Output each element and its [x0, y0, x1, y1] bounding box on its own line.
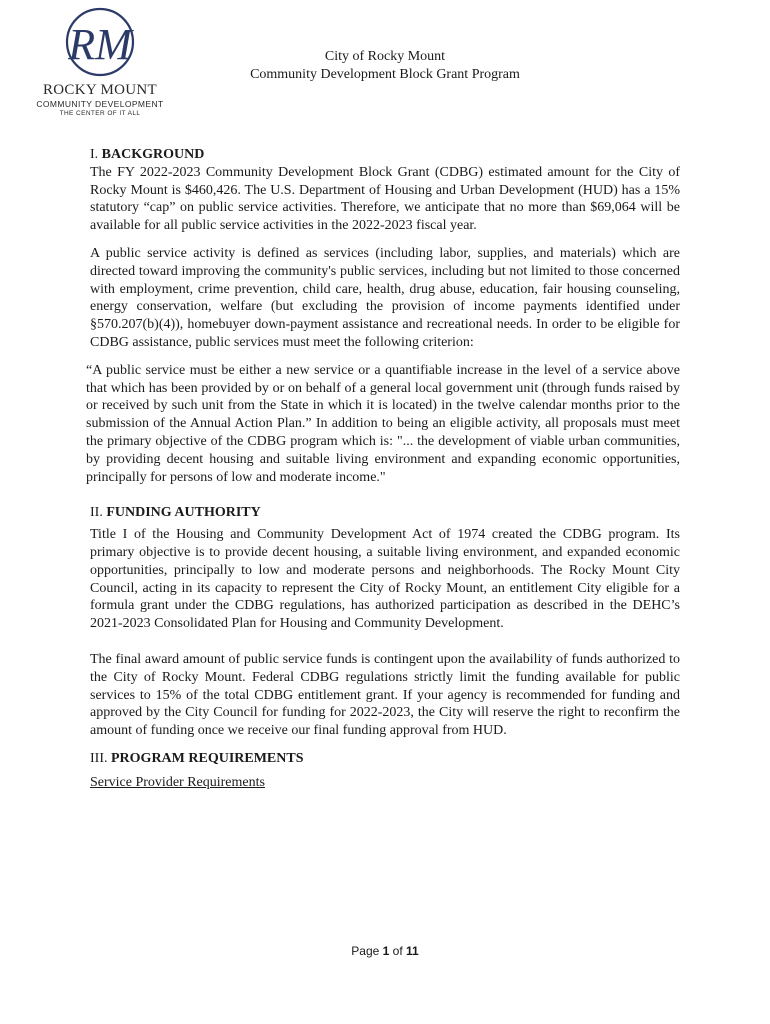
background-paragraph-1: The FY 2022-2023 Community Development Block Grant (CDBG) estimated amount for the City of Rocky Mount is $460,426. The U.S. Department of Housing and Urban Development (HUD) has a 15% statutory “cap” on public service activities. Therefore, we anticipate that no more than $69,064 will be available for all public service activities in the 2022-2023 fiscal year.	[90, 164, 680, 234]
section-title: FUNDING AUTHORITY	[106, 505, 261, 521]
funding-paragraph-1: Title I of the Housing and Community Development Act of 1974 created the CDBG program. Its primary objective is to provide decent housing, a suitable living environment, and expanded economic opportunities, principally to low and moderate persons and neighborhoods. The Rocky Mount City Council, acting in its capacity to represent the City of Rocky Mount, an entitlement City eligible for a formula grant under the CDBG regulations, has authorized participation as described in the DEHC’s 2021-2023 Consolidated Plan for Housing and Community Development.	[90, 527, 680, 632]
logo-monogram: RM	[68, 20, 132, 69]
page-current: 1	[382, 944, 390, 958]
header-program: Community Development Block Grant Program	[250, 67, 520, 82]
background-paragraph-2: A public service activity is defined as services (including labor, supplies, and materials) which are directed toward improving the community's public services, including but not limited to those concerned with employment, crime prevention, child care, health, drug abuse, education, fair housing counseling, energy conservation, welfare (but excluding the provision of income payments identified under §570.207(b)(4)), homebuyer down-payment assistance and recreational needs. In order to be eligible for CDBG assistance, public services must meet the following criterion:	[90, 245, 680, 350]
document-header	[0, 48, 770, 84]
section-heading-requirements	[90, 750, 680, 768]
section-title: PROGRAM REQUIREMENTS	[111, 750, 304, 766]
page-total: 11	[406, 944, 419, 958]
page-footer	[0, 944, 770, 958]
page-label: Page	[351, 944, 380, 958]
section-heading-funding	[90, 504, 680, 522]
service-provider-requirements-subheading: Service Provider Requirements	[90, 774, 265, 790]
logo-subtitle: COMMUNITY DEVELOPMENT	[36, 99, 164, 109]
logo-name: ROCKY MOUNT	[43, 82, 157, 98]
header-city: City of Rocky Mount	[324, 49, 446, 64]
section-number: I.	[90, 147, 99, 162]
logo-tagline: THE CENTER OF IT ALL	[59, 110, 141, 117]
section-number: II.	[90, 505, 103, 521]
background-quote: “A public service must be either a new service or a quantifiable increase in the level of a service above that which has been provided by or on behalf of a general local government unit (through funds raised by or received by such unit from the State in which it is located) in the twelve calendar months prior to the submission of the Annual Action Plan.” In addition to being an eligible activity, all proposals must meet the primary objective of the CDBG program which is: "... the development of viable urban communities, by providing decent housing and suitable living environment and expanding economic opportunities, principally for persons of low and moderate income."	[86, 362, 680, 485]
page-of: of	[392, 944, 403, 958]
funding-paragraph-2: The final award amount of public service funds is contingent upon the availability of funds authorized to the City of Rocky Mount. Federal CDBG regulations strictly limit the funding available for public services to 15% of the total CDBG entitlement grant. If your agency is recommended for funding and approved by the City Council for funding for 2022-2023, the City will reserve the right to reconfirm the amount of funding once we receive our final funding approval from HUD.	[90, 651, 680, 739]
document-body	[86, 146, 680, 792]
section-title: BACKGROUND	[101, 147, 205, 162]
section-heading-background	[90, 146, 680, 164]
section-number: III.	[90, 750, 108, 766]
